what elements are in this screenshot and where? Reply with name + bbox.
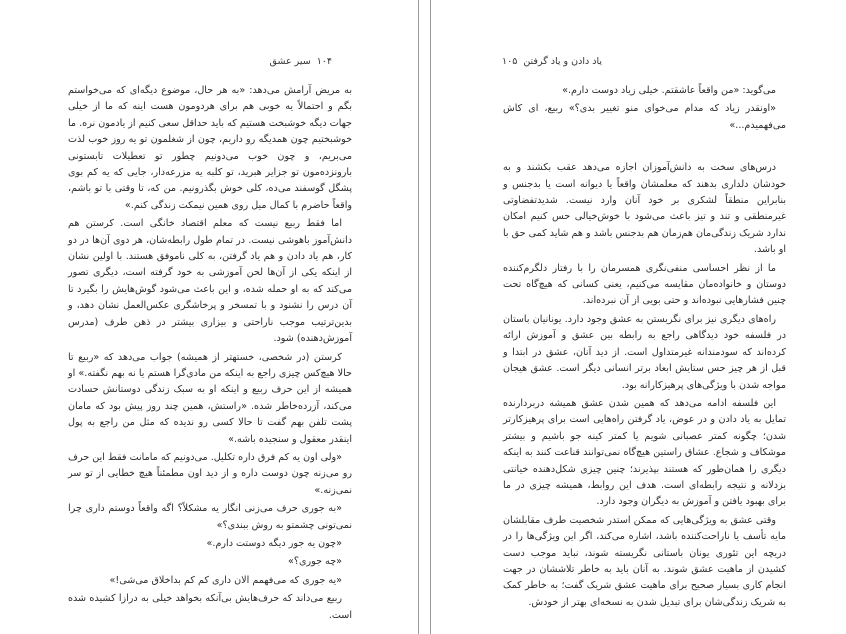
right-header-title: یاد دادن و یاد گرفتن — [523, 56, 602, 67]
paragraph: «اونقدر زیاد که مدام می‌خوای منو تغییر بدی؟» ربیع، ای کاش می‌فهمیدم...» — [503, 103, 786, 131]
left-header-title: سیر عشق — [269, 56, 311, 67]
paragraph: به مریض آرامش می‌دهد: «به هر حال، موضوع دیگه‌ای که می‌خواستم بگم و احتمالاً یه خوبی هم برای هردومون هست اینه که ما از خیلی جهات دیگه خوشبخت هستیم که باید حداقل سعی کنیم از یادمون نره. ما خوشبختیم چون همدیگه رو داریم، چون از شغلمون تو یه روز خوب لذت می‌بریم، و چون خوب می‌دونیم چطور تو تعطیلات تابستونی بارونزده‌مون تو جزایر هبرید، تو کلبه یه مزرعه‌دار، جایی که یه کم بوی پشگل گوسفند می‌ده، کلی خوش بگذرونیم. من که، تا وقتی با تو باشم، واقعاً حاضرم با کمال میل روی همین نیمکت زندگی کنم.» — [68, 85, 352, 211]
paragraph: وقتی عشق به ویژگی‌هایی که ممکن استدر شخصیت طرف مقابلشان مایه تأسف یا ناراحت‌کننده باشد، اشاره می‌کند، اگر این ویژگی‌ها را در دریچه این تئوری یونان باستانی نگریسته شوند، نباید موجب دست کشیدن از ماهیت عشق شوند. به آنان باید به خاطر تلاششان در جهت انجام کاری بسیار صحیح برای ماهیت عشق شریک گفت؛ به خاطر کمک به شریک زندگی‌شان برای تبدیل شدن به نسخه‌ای بهتر از خودش. — [503, 514, 786, 608]
left-page — [0, 0, 418, 634]
left-page-text — [68, 83, 352, 626]
paragraph: «یه جوری که می‌فهمم الان داری کم کم بداخلاق می‌شی!» — [109, 574, 342, 586]
paragraph: «چه جوری؟» — [288, 556, 342, 568]
right-page-number: ۱۰۵ — [502, 56, 518, 67]
paragraph: «چون یه جور دیگه دوستت دارم.» — [206, 537, 342, 549]
right-running-header — [502, 55, 602, 69]
paragraph: ربیع می‌داند که حرف‌هایش بی‌آنکه بخواهد خیلی به درازا کشیده شده است. — [68, 593, 352, 621]
paragraph: این فلسفه ادامه می‌دهد که همین شدن عشق همیشه دربردارنده تمایل به یاد دادن و در عوض، یاد گرفتن راه‌هایی است برای پرهیزکارتر شدن؛ چگونه کمتر عصبانی شویم یا کمتر کینه جو باشیم و بیشتر موشکاف و شجاع. عشاق راستین هیچ‌گاه نمی‌توانند قناعت کنند به اینکه دیگری را همان‌طور که هستند بپذیرند؛ چنین چیزی شکل‌دهنده خیانتی بزدلانه و نتیجه رابطه‌ای است. هدف این روابط، همیشه چیزی در ما برای بهبود یافتن و آموزش به دیگران وجود دارد. — [503, 397, 786, 508]
left-running-header — [270, 55, 332, 69]
right-page — [430, 0, 846, 634]
paragraph: درس‌های سخت به دانش‌آموزان اجازه می‌دهد عقب بکشند و به خودشان دلداری بدهند که معلمشان واقعاً یا دیوانه است یا بدجنس و بنابراین منطقاً لشکری بر خود آنان وارد نیست. شدیدتفضاوتی غیرمنطقی و تند و تیز باعث می‌شود با خوش‌خیالی حس کنیم امکان ندارد شریک زندگی‌مان هم‌زمان هم بدجنس باشد و هم شاید کمی حق با او باشد. — [503, 162, 786, 256]
paragraph-spacer — [503, 136, 786, 160]
paragraph: ما از نظر احساسی منفی‌نگری همسرمان را با رفتار دلگرم‌کننده دوستان و خانواده‌مان مقایسه می‌کنیم، یعنی کسانی که هیچ‌گاه تحت چنین فشارهایی نبوده‌اند و حتی بویی از آن نبرده‌اند. — [503, 262, 786, 307]
paragraph: اما فقط ربیع نیست که معلم اقتصاد خانگی است. کرستن هم دانش‌آموز باهوشی نیست. در تمام طول رابطه‌شان، هر دوی آن‌ها در دو کار، هم یاد دادن و هم یاد گرفتن، به کلی ناموفق هستند. با اولین نشان از اینکه یکی از آن‌ها لحن آموزشی به خود گرفته است، دیگری تصور می‌کند که به او حمله شده، و این باعث می‌شود گوش‌هایش را بگیرد تا آن درس را نشنود و با تمسخر و پرخاشگری عکس‌العمل نشان دهد، و بدین‌ترتیب موجب ناراحتی و بیزاری بیشتر در ذهن طرف (مدرس آموزش‌دهنده) شود. — [68, 218, 352, 345]
page-gutter-line — [418, 0, 419, 634]
right-page-text — [503, 83, 786, 613]
paragraph: می‌گوید: «من واقعاً عاشقتم. خیلی زیاد دوست دارم.» — [562, 85, 776, 96]
paragraph: «ولی اون یه کم فرق داره تکلیل. می‌دونیم که مامانت فقط این حرف رو می‌زنه چون دوست داره و از دید اون مطمئناً هیچ خطایی از تو سر نمی‌زنه.» — [68, 451, 352, 496]
paragraph: کرستن (در شخصی، خستهتر از همیشه) جواب می‌دهد که «ربیع تا حالا هیچ‌کس چیزی راجع به اینکه من مادی‌گرا هستم یا نه بهم نگفته.» او همیشه از این حرف ربیع و اینکه او به سبک زندگی دوستانش حسادت می‌کند، آزرده‌خاطر شده. «راستش، همین چند روز پیش بود که مامان پشت تلفن بهم گفت تا حالا کسی رو ندیده که مثل من راجع به پول اینقدر معقول و سنجیده باشه.» — [68, 351, 352, 445]
paragraph: «به جوری حرف می‌زنی انگار یه مشکلاً؟ اگه واقعاً دوستم داری چرا نمی‌تونی چشمتو به روش ببندی؟» — [68, 503, 352, 531]
left-page-number: ۱۰۴ — [316, 56, 332, 67]
paragraph: راه‌های دیگری نیز برای نگریستن به عشق وجود دارد. یونانیان باستان در فلسفه خود دیدگاهی راجع به رابطه بین عشق و آموزش ارائه کرده‌اند که سودمندانه غیرمتداول است. از دید آنان، عشق در ابتدا و قبل از هر چیز حس ستایش ابعاد برتر انسانی دیگر است. عشق هیجان مواجه شدن با ویژگی‌های پرهیزکارانه بود. — [503, 313, 786, 391]
